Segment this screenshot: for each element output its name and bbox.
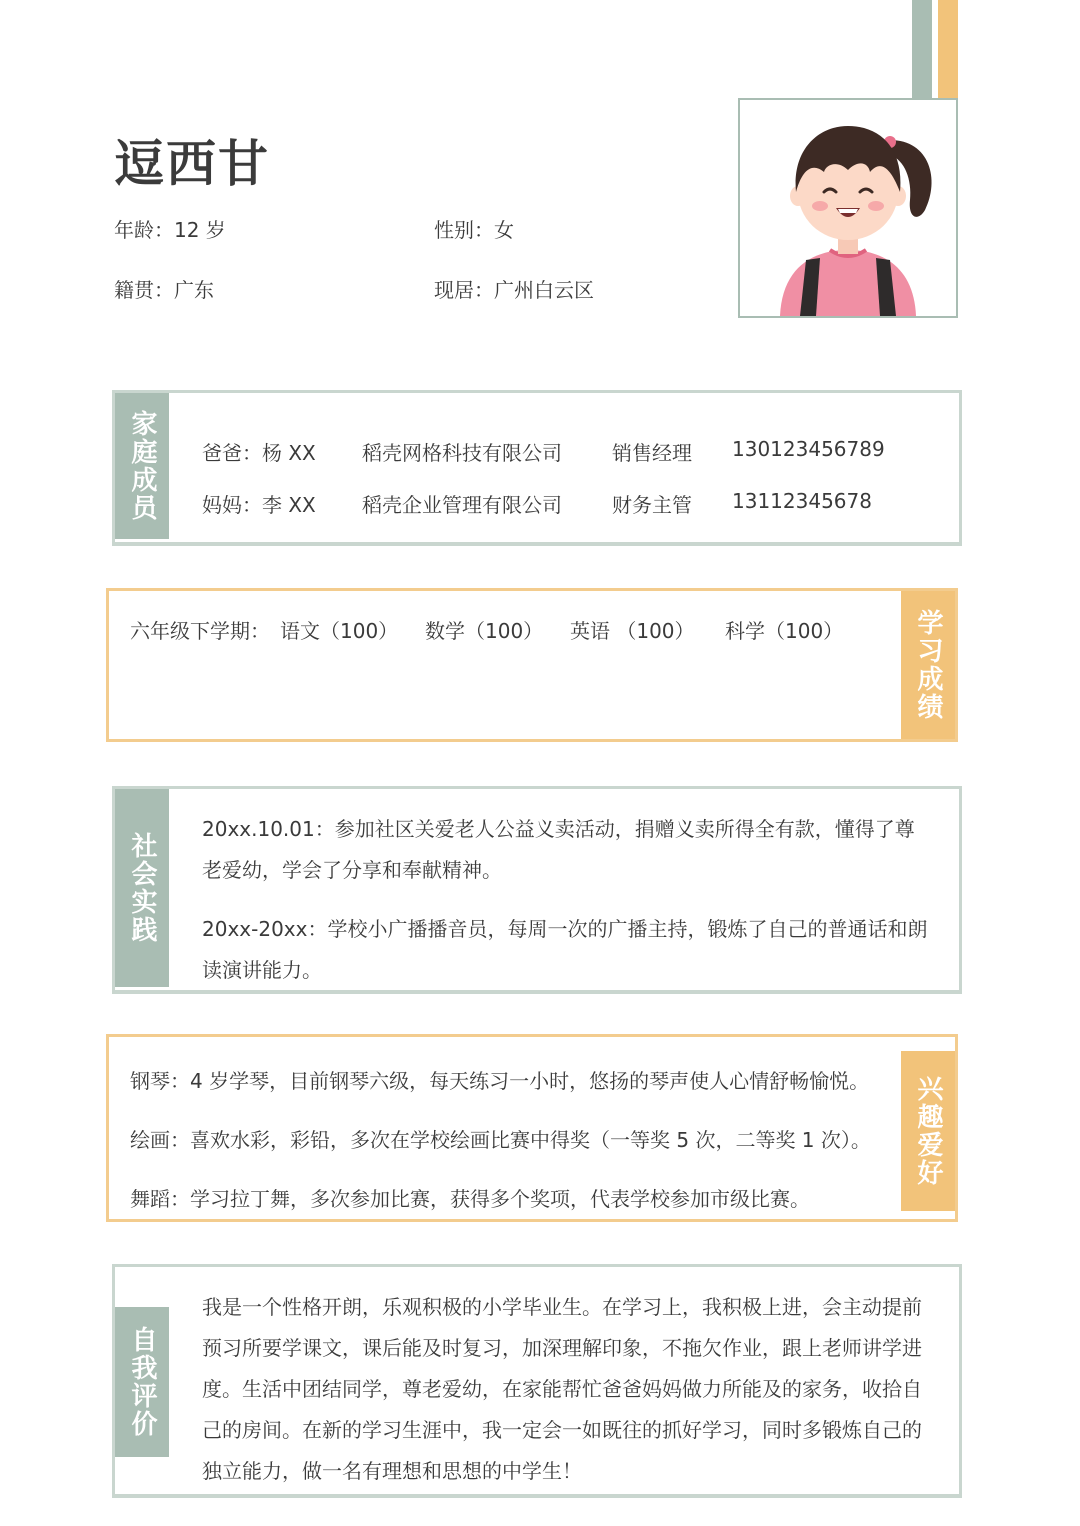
hobbies-items [130, 1061, 890, 1211]
self-evaluation-body [202, 1287, 932, 1495]
hometown-label: 籍贯 ： [114, 278, 174, 302]
member-company: 稻壳网格科技有限公司 [362, 441, 562, 465]
social-section [112, 786, 962, 994]
member-position: 财务主管 [612, 493, 692, 517]
age-value: 12 岁 [174, 218, 226, 242]
decor-bar-orange [938, 0, 958, 98]
social-items [202, 809, 932, 982]
hobby-item: 钢琴：4 岁学琴，目前钢琴六级，每天练习一小时，悠扬的琴声使人心情舒畅愉悦。 [130, 1069, 870, 1093]
member-phone: 13112345678 [732, 489, 872, 513]
self-evaluation-section [112, 1264, 962, 1498]
grades-section-tag: 学习成绩 [901, 591, 955, 739]
age-label: 年龄 ： [114, 218, 174, 242]
family-member-row [202, 437, 942, 489]
hometown-info [114, 274, 214, 303]
hometown-value: 广东 [174, 278, 214, 302]
family-members-list [202, 437, 942, 517]
grades-term: 六年级下学期： [130, 619, 270, 643]
gender-value: 女 [494, 218, 514, 242]
subject-score: 数学（100） [425, 619, 544, 643]
gender-info [434, 214, 514, 243]
residence-label: 现居 ： [434, 278, 494, 302]
decor-bar-green [912, 0, 932, 98]
member-company: 稻壳企业管理有限公司 [362, 493, 562, 517]
family-section [112, 390, 962, 546]
residence-value: 广州白云区 [494, 278, 594, 302]
gender-label: 性别 ： [434, 218, 494, 242]
social-item: 20xx-20xx：学校小广播播音员，每周一次的广播主持，锻炼了自己的普通话和朗读演讲能力。 [202, 917, 928, 982]
social-section-tag: 社会实践 [115, 789, 169, 987]
subject-score: 语文（100） [280, 619, 399, 643]
hobby-item: 绘画：喜欢水彩，彩铅，多次在学校绘画比赛中得奖（一等奖 5 次，二等奖 1 次）。 [130, 1128, 871, 1152]
family-member-row [202, 489, 942, 541]
family-section-tag: 家庭成员 [115, 393, 169, 539]
member-relation: 妈妈：李 XX [202, 493, 316, 517]
member-relation: 爸爸：杨 XX [202, 441, 316, 465]
grades-section [106, 588, 958, 742]
hobbies-section [106, 1034, 958, 1222]
subject-score: 科学（100） [725, 619, 844, 643]
self-evaluation-text: 我是一个性格开朗，乐观积极的小学毕业生。在学习上，我积极上进，会主动提前预习所要学课文，课后能及时复习，加深理解印象，不拖欠作业，跟上老师讲学进度。生活中团结同学，尊老爱幼，在家能帮忙爸爸妈妈做力所能及的家务，收拾自己的房间。在新的学习生涯中，我一定会一如既往的抓好学习，同时多锻炼自己的独立能力，做一名有理想和思想的中学生！ [202, 1295, 922, 1483]
member-phone: 130123456789 [732, 437, 885, 461]
hobby-item: 舞蹈：学习拉丁舞，多次参加比赛，获得多个奖项，代表学校参加市级比赛。 [130, 1187, 810, 1211]
social-item: 20xx.10.01：参加社区关爱老人公益义卖活动，捐赠义卖所得全有款，懂得了尊老爱幼，学会了分享和奉献精神。 [202, 817, 915, 882]
avatar-photo [738, 98, 958, 318]
subject-score: 英语 （100） [570, 619, 695, 643]
hobbies-section-tag: 兴趣爱好 [901, 1051, 955, 1211]
girl-avatar-illustration [740, 100, 956, 316]
member-position: 销售经理 [612, 441, 692, 465]
self-evaluation-tag: 自我评价 [115, 1307, 169, 1457]
residence-info [434, 274, 594, 303]
age-info [114, 214, 226, 243]
grades-row [130, 615, 890, 645]
student-name: 逗西甘 [114, 135, 270, 193]
